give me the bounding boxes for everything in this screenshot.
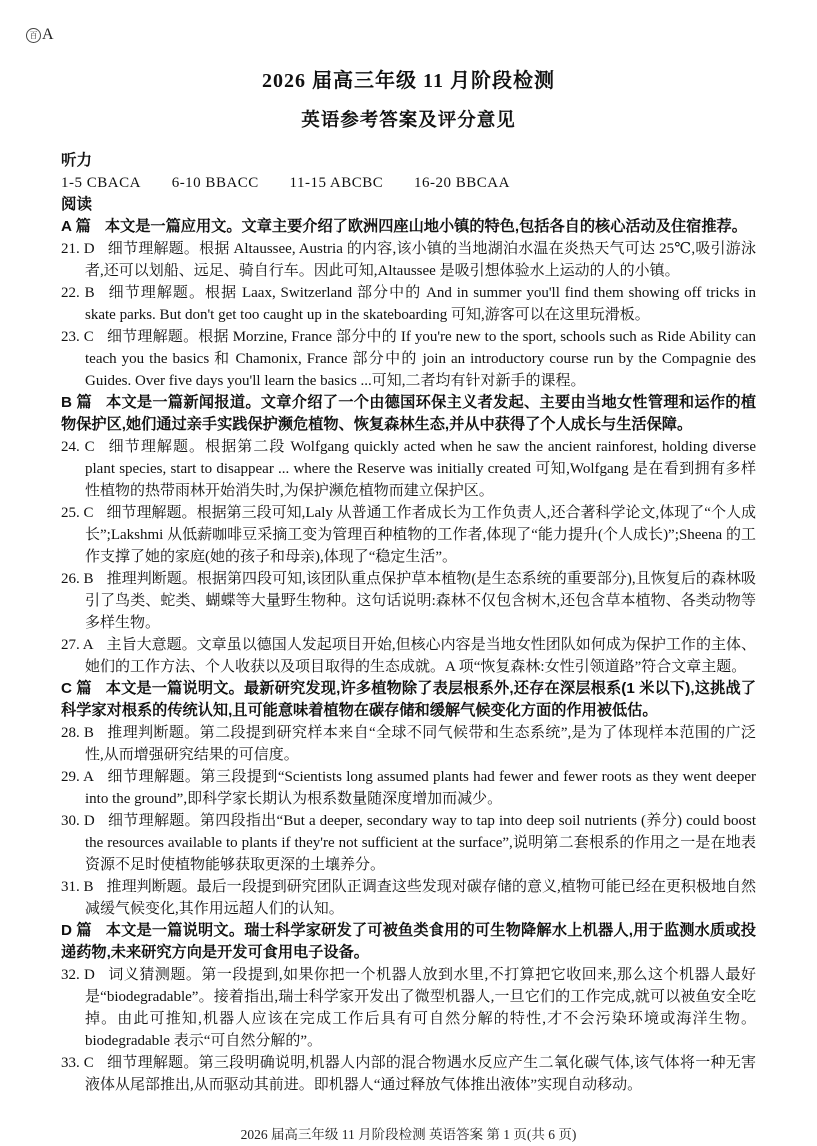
item-text: 推理判断题。根据第四段可知,该团队重点保护草本植物(是生态系统的重要部分),且恢复后的森林吸引了鸟类、蛇类、蝴蝶等大量野生物种。这句话说明:森林不仅包含树木,还包含草本植物、各类动物等多样生物。 bbox=[85, 571, 756, 631]
answer-item-26 bbox=[61, 568, 756, 634]
answer-item-25 bbox=[61, 502, 756, 568]
item-number: 22. B bbox=[61, 285, 95, 301]
item-text: 词义猜测题。第一段提到,如果你把一个机器人放到水里,不打算把它收回来,那么这个机器人最好是“biodegradable”。接着指出,瑞士科学家开发出了微型机器人,一旦它们的工作完成,就可以被鱼安全吃掉。由此可推知,机器人应该在完成工作后具有可自然分解的特性,才不会污染环境或海洋生物。biodegradable 表示“可自然分解的”。 bbox=[85, 967, 756, 1049]
item-text: 推理判断题。第二段提到研究样本来自“全球不同气候带和生态系统”,是为了体现样本范围的广泛性,从而增强研究结果的可信度。 bbox=[85, 725, 756, 763]
item-number: 26. B bbox=[61, 571, 94, 587]
answer-item-27 bbox=[61, 634, 756, 678]
answer-item-31 bbox=[61, 876, 756, 920]
item-text: 细节理解题。根据 Morzine, France 部分中的 If you're new to the sport, schools such as Ride Ability can teach you the basics 和 Chamonix, France 部分中的 join an introductory course run by the Compagnie des Guides. Over five days you'll learn the basics ...可知,二者均有针对新手的课程。 bbox=[85, 329, 756, 389]
answer-item-30 bbox=[61, 810, 756, 876]
item-number: 29. A bbox=[61, 769, 94, 785]
answer-item-21 bbox=[61, 238, 756, 282]
item-number: 23. C bbox=[61, 329, 94, 345]
item-number: 28. B bbox=[61, 725, 94, 741]
item-number: 31. B bbox=[61, 879, 94, 895]
corner-mark bbox=[26, 26, 54, 44]
listening-answers bbox=[61, 172, 756, 194]
item-number: 25. C bbox=[61, 505, 94, 521]
item-text: 细节理解题。根据 Altaussee, Austria 的内容,该小镇的当地湖泊水温在炎热天气可达 25℃,吸引游泳者,还可以划船、远足、骑自行车。因此可知,Altaussee 是吸引想体验水上运动的人的小镇。 bbox=[85, 241, 756, 279]
passage-summary-a bbox=[61, 216, 756, 238]
answer-group-16-20: 16-20 BBCAA bbox=[414, 175, 510, 191]
passage-summary-text: 本文是一篇说明文。瑞士科学家研发了可被鱼类食用的可生物降解水上机器人,用于监测水质或投递药物,未来研究方向是开发可食用电子设备。 bbox=[61, 922, 756, 961]
section-heading-reading: 阅读 bbox=[61, 196, 93, 213]
page-title: 2026 届高三年级 11 月阶段检测 bbox=[262, 70, 555, 92]
answer-group-6-10: 6-10 BBACC bbox=[171, 175, 259, 191]
item-text: 细节理解题。根据第二段 Wolfgang quickly acted when he saw the ancient rainforest, holding diverse plant species, start to disappear ... where the Reserve was initially created 可知,Wolfgang 是在看到拥有多样性植物的热带雨林开始消失时,为保护濒危植物而建立保护区。 bbox=[85, 439, 756, 499]
passage-summary-b bbox=[61, 392, 756, 436]
item-number: 33. C bbox=[61, 1055, 94, 1071]
item-number: 24. C bbox=[61, 439, 95, 455]
answer-item-22 bbox=[61, 282, 756, 326]
answer-item-29 bbox=[61, 766, 756, 810]
item-text: 细节理解题。第三段提到“Scientists long assumed plants had fewer and fewer roots as they went deeper into the ground”,即科学家长期认为根系数量随深度增加而减少。 bbox=[85, 769, 756, 807]
corner-letter: A bbox=[42, 26, 54, 43]
item-text: 细节理解题。根据第三段可知,Laly 从普通工作者成长为工作负责人,还合著科学论文,体现了“个人成长”;Lakshmi 从低薪咖啡豆采摘工变为管理百种植物的工作者,体现了“能力提升(个人成长)”;Sheena 的工作支撑了她的家庭(她的孩子和母亲),体现了“稳定生活”。 bbox=[85, 505, 756, 565]
item-text: 推理判断题。最后一段提到研究团队正调查这些发现对碳存储的意义,植物可能已经在更积极地自然减缓气候变化,其作用远超人们的认知。 bbox=[85, 879, 756, 917]
passage-summary-text: 本文是一篇应用文。文章主要介绍了欧洲四座山地小镇的特色,包括各自的核心活动及住宿推荐。 bbox=[104, 218, 747, 235]
page-footer: 2026 届高三年级 11 月阶段检测 英语答案 第 1 页(共 6 页) bbox=[240, 1127, 577, 1142]
passage-label: A 篇 bbox=[61, 218, 91, 235]
item-text: 主旨大意题。文章虽以德国人发起项目开始,但核心内容是当地女性团队如何成为保护工作的主体、她们的工作方法、个人收获以及项目取得的生态成就。A 项“恢复森林:女性引领道路”符合文章主题。 bbox=[85, 637, 756, 675]
item-number: 21. D bbox=[61, 241, 95, 257]
answer-item-28 bbox=[61, 722, 756, 766]
passage-label: B 篇 bbox=[61, 394, 92, 411]
item-text: 细节理解题。第四段指出“But a deeper, secondary way to tap into deep soil nutrients (养分) could boost the resources available to plants if they're not sufficient at the surface”,说明第二套根系的作用之一是在地表资源不足时使植物能够获取更深的土壤养分。 bbox=[85, 813, 756, 873]
answer-group-11-15: 11-15 ABCBC bbox=[289, 175, 384, 191]
page-subtitle: 英语参考答案及评分意见 bbox=[301, 109, 516, 130]
item-number: 27. A bbox=[61, 637, 94, 653]
passage-summary-text: 本文是一篇说明文。最新研究发现,许多植物除了表层根系外,还存在深层根系(1 米以下),这挑战了科学家对根系的传统认知,且可能意味着植物在碳存储和缓解气候变化方面的作用被低估。 bbox=[61, 680, 756, 719]
answer-group-1-5: 1-5 CBACA bbox=[61, 175, 141, 191]
passage-label: C 篇 bbox=[61, 680, 92, 697]
passage-summary-c bbox=[61, 678, 756, 722]
answer-item-23 bbox=[61, 326, 756, 392]
item-text: 细节理解题。根据 Laax, Switzerland 部分中的 And in summer you'll find them showing off tricks in skate parks. But don't get too caught up in the skateboarding 可知,游客可以在这里玩滑板。 bbox=[85, 285, 756, 323]
item-number: 32. D bbox=[61, 967, 95, 983]
passage-summary-d bbox=[61, 920, 756, 964]
section-heading-listening: 听力 bbox=[61, 152, 93, 169]
passage-summary-text: 本文是一篇新闻报道。文章介绍了一个由德国环保主义者发起、主要由当地女性管理和运作的植物保护区,她们通过亲手实践保护濒危植物、恢复森林生态,并从中获得了个人成长与生活保障。 bbox=[61, 394, 757, 433]
item-text: 细节理解题。第三段明确说明,机器人内部的混合物遇水反应产生二氧化碳气体,该气体将一种无害液体从尾部推出,从而驱动其前进。即机器人“通过释放气体推出液体”实现自动移动。 bbox=[85, 1055, 756, 1093]
answer-item-24 bbox=[61, 436, 756, 502]
answer-item-32 bbox=[61, 964, 756, 1052]
item-number: 30. D bbox=[61, 813, 95, 829]
passage-label: D 篇 bbox=[61, 922, 92, 939]
answer-item-33 bbox=[61, 1052, 756, 1096]
circled-bai-icon: 百 bbox=[26, 28, 41, 43]
document-body bbox=[61, 150, 756, 1096]
